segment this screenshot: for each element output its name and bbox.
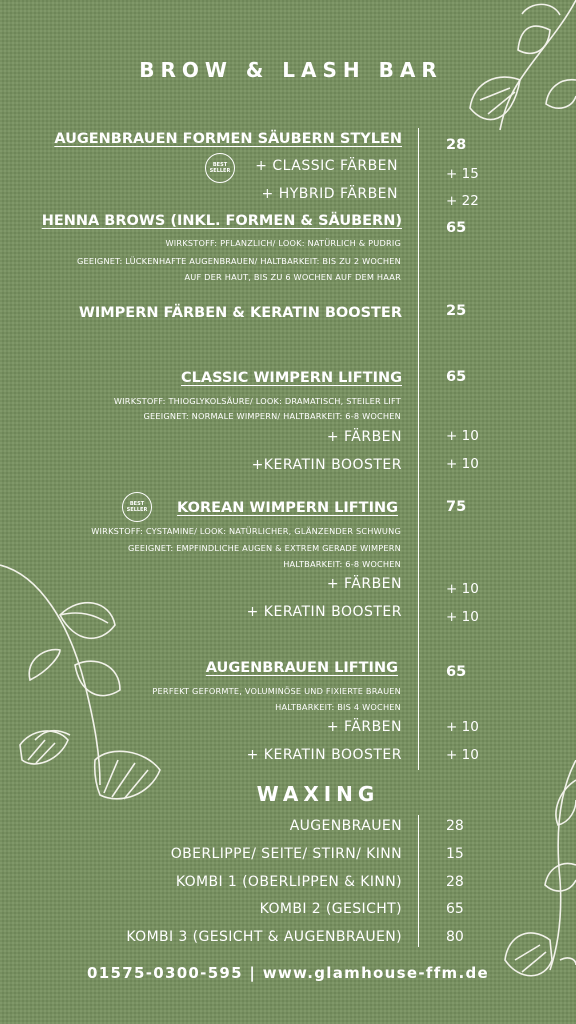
waxing-item-name: OBERLIPPE/ SEITE/ STIRN/ KINN [170, 846, 402, 862]
waxing-item-price: 15 [446, 846, 464, 862]
waxing-item-name: KOMBI 2 (GESICHT) [259, 901, 402, 917]
classic-lifting-addon-keratin: +KERATIN BOOSTER [251, 457, 402, 473]
brow-lifting-addon-keratin: + KERATIN BOOSTER [246, 747, 402, 763]
brow-lifting-desc-line1: PERFEKT GEFORMTE, VOLUMINÖSE UND FIXIERTE BRAUEN [152, 686, 401, 696]
service-wimpern-faerben-name: WIMPERN FÄRBEN & KERATIN BOOSTER [78, 305, 402, 321]
best-seller-laurel-icon: BEST SELLER [122, 492, 152, 522]
service-wimpern-faerben-price: 25 [446, 303, 467, 319]
korean-lifting-addon-keratin-price: + 10 [446, 609, 479, 625]
addon-hybrid-faerben: + HYBRID FÄRBEN [261, 186, 398, 202]
service-classic-lifting-price: 65 [446, 369, 467, 385]
service-korean-lifting-name: KOREAN WIMPERN LIFTING [177, 500, 398, 516]
waxing-item-price: 80 [446, 929, 464, 945]
service-henna-brows-price: 65 [446, 220, 467, 236]
henna-desc-line2: GEEIGNET: LÜCKENHAFTE AUGENBRAUEN/ HALTBARKEIT: BIS ZU 2 WOCHEN [77, 256, 401, 266]
brow-lifting-desc-line2: HALTBARKEIT: BIS 4 WOCHEN [275, 702, 401, 712]
korean-lifting-desc-line1: WIRKSTOFF: CYSTAMINE/ LOOK: NATÜRLICHER, GLÄNZENDER SCHWUNG [91, 526, 401, 536]
classic-lifting-addon-faerben: + FÄRBEN [326, 429, 402, 445]
classic-lifting-desc-line2: GEEIGNET: NORMALE WIMPERN/ HALTBARKEIT: 6-8 WOCHEN [143, 411, 401, 421]
korean-lifting-addon-faerben: + FÄRBEN [326, 576, 402, 592]
service-brow-lifting-name: AUGENBRAUEN LIFTING [205, 660, 398, 676]
waxing-item-price: 28 [446, 874, 464, 890]
addon-classic-faerben-price: + 15 [446, 166, 479, 182]
waxing-title: WAXING [256, 782, 380, 806]
column-divider-top [418, 128, 419, 770]
korean-lifting-desc-line3: HALTBARKEIT: 6-8 WOCHEN [283, 559, 401, 569]
service-brow-lifting-price: 65 [446, 664, 467, 680]
brow-lifting-addon-faerben-price: + 10 [446, 719, 479, 735]
service-brow-styling-name: AUGENBRAUEN FORMEN SÄUBERN STYLEN [54, 131, 402, 147]
korean-lifting-addon-faerben-price: + 10 [446, 581, 479, 597]
waxing-item-price: 28 [446, 818, 464, 834]
page-title: BROW & LASH BAR [139, 58, 443, 82]
service-korean-lifting-price: 75 [446, 499, 467, 515]
column-divider-waxing [418, 815, 419, 947]
addon-classic-faerben: + CLASSIC FÄRBEN [255, 158, 398, 174]
waxing-item-name: AUGENBRAUEN [289, 818, 402, 834]
korean-lifting-addon-keratin: + KERATIN BOOSTER [246, 604, 402, 620]
waxing-item-name: KOMBI 1 (OBERLIPPEN & KINN) [175, 874, 402, 890]
waxing-item-name: KOMBI 3 (GESICHT & AUGENBRAUEN) [126, 929, 402, 945]
footer-contact: 01575-0300-595 | www.glamhouse-ffm.de [87, 964, 489, 982]
best-seller-laurel-icon: BEST SELLER [205, 153, 235, 183]
brow-lifting-addon-keratin-price: + 10 [446, 747, 479, 763]
waxing-item-price: 65 [446, 901, 464, 917]
henna-desc-line1: WIRKSTOFF: PFLANZLICH/ LOOK: NATÜRLICH & PUDRIG [165, 238, 401, 248]
service-brow-styling-price: 28 [446, 137, 467, 153]
service-henna-brows-name: HENNA BROWS (INKL. FORMEN & SÄUBERN) [41, 213, 402, 229]
service-classic-lifting-name: CLASSIC WIMPERN LIFTING [181, 370, 402, 386]
brow-lifting-addon-faerben: + FÄRBEN [326, 719, 402, 735]
classic-lifting-desc-line1: WIRKSTOFF: THIOGLYKOLSÄURE/ LOOK: DRAMATISCH, STEILER LIFT [113, 396, 401, 406]
henna-desc-line3: AUF DER HAUT, BIS ZU 6 WOCHEN AUF DEM HAAR [184, 272, 401, 282]
korean-lifting-desc-line2: GEEIGNET: EMPFINDLICHE AUGEN & EXTREM GERADE WIMPERN [127, 543, 401, 553]
classic-lifting-addon-keratin-price: + 10 [446, 456, 479, 472]
addon-hybrid-faerben-price: + 22 [446, 193, 479, 209]
classic-lifting-addon-faerben-price: + 10 [446, 428, 479, 444]
